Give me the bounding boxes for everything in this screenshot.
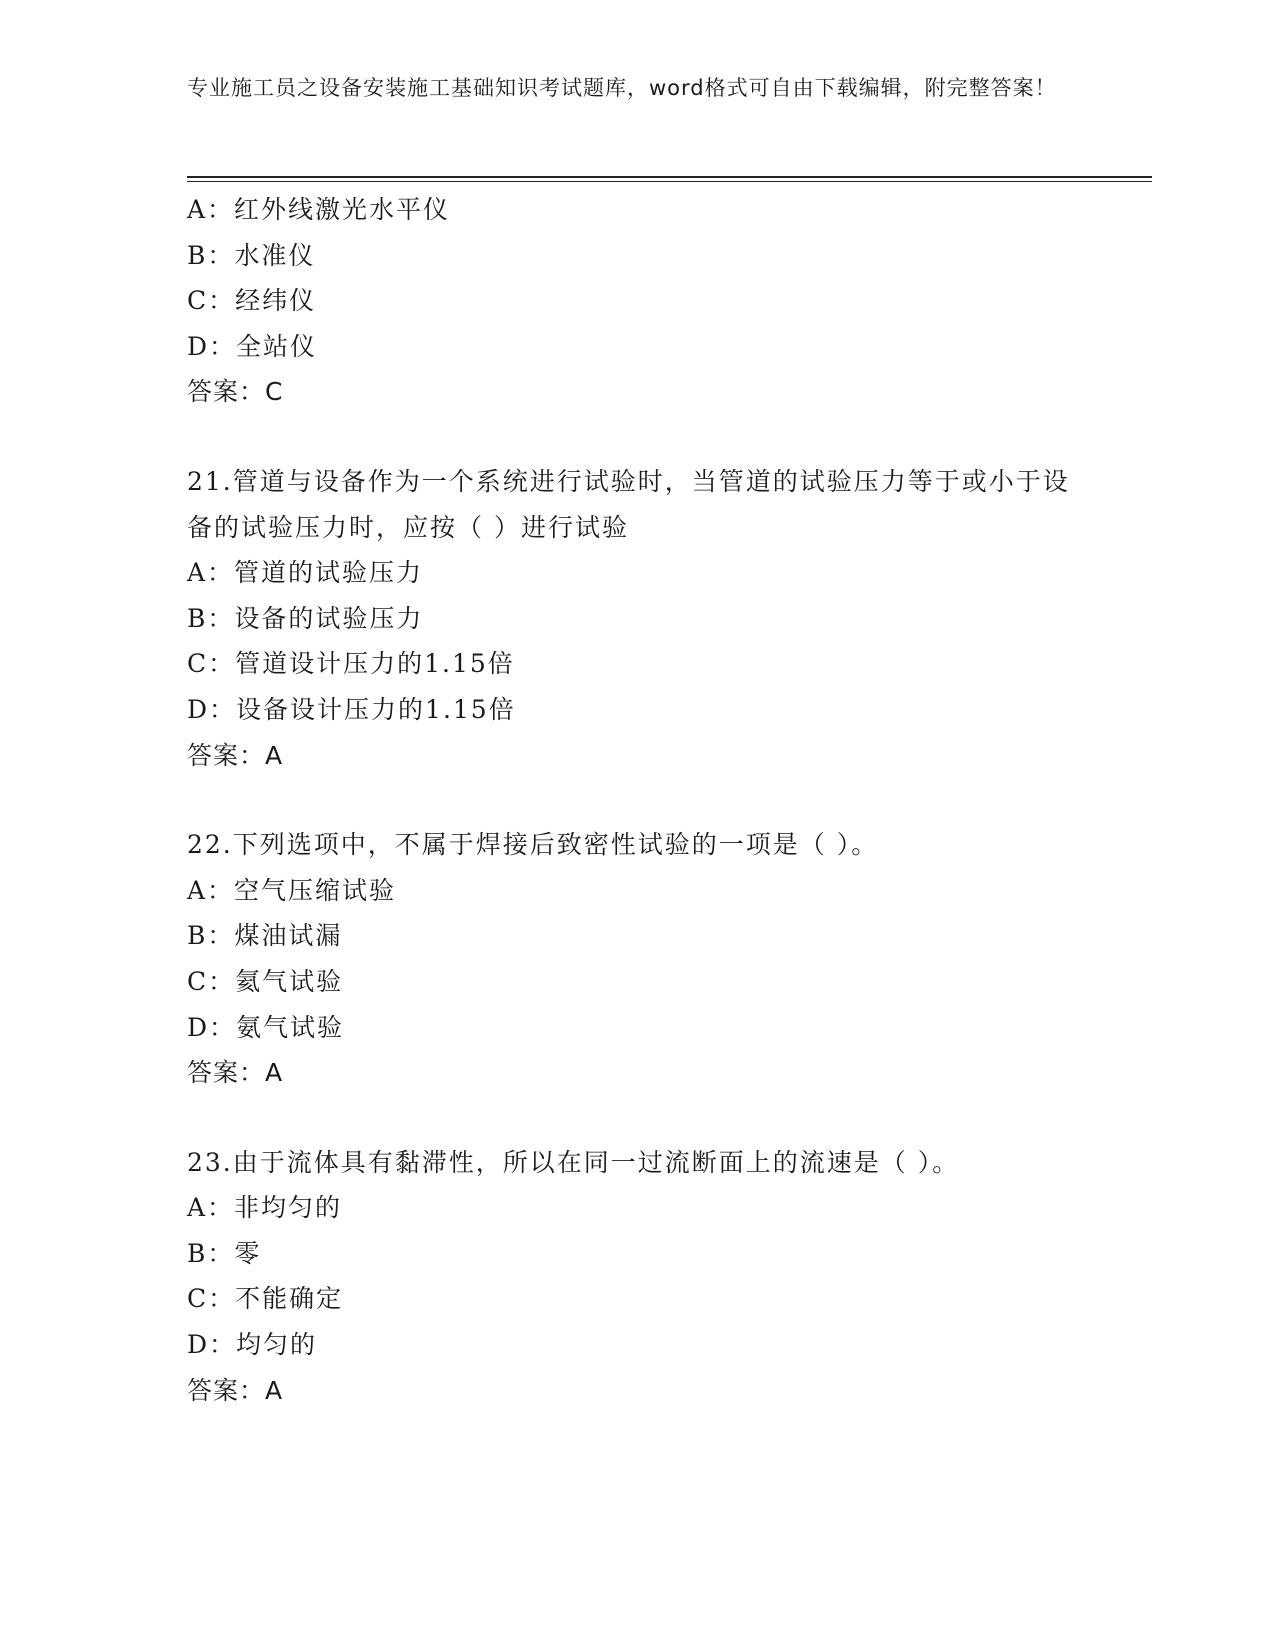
option-a: A：管道的试验压力 xyxy=(187,558,424,588)
question-text: 22.下列选项中，不属于焊接后致密性试验的一项是（ ）。 xyxy=(187,830,879,860)
answer-line: 答案：C xyxy=(187,377,284,407)
document-header: 专业施工员之设备安装施工基础知识考试题库，word格式可自由下载编辑，附完整答案！ xyxy=(187,76,1057,100)
option-a: A：红外线激光水平仪 xyxy=(187,195,451,224)
spacer xyxy=(187,1096,1127,1140)
question-block-21 xyxy=(187,459,1127,778)
answer-line: 答案：A xyxy=(187,740,284,770)
question-block-23 xyxy=(187,1140,1127,1414)
option-a: A：非均匀的 xyxy=(187,1193,343,1223)
option-d: D：设备设计压力的1.15倍 xyxy=(187,694,516,724)
option-b: B：水准仪 xyxy=(187,240,316,270)
answer-line: 答案：A xyxy=(187,1375,284,1405)
header-divider-thin xyxy=(187,181,1152,182)
option-c: C：氦气试验 xyxy=(187,966,344,996)
answer-line: 答案：A xyxy=(187,1058,284,1088)
option-c: C：经纬仪 xyxy=(187,286,317,316)
question-block-22 xyxy=(187,822,1127,1096)
question-text: 21.管道与设备作为一个系统进行试验时，当管道的试验压力等于或小于设备的试验压力时，应按（ ）进行试验 xyxy=(187,466,1070,542)
option-c: C：不能确定 xyxy=(187,1284,344,1314)
prev-question-block xyxy=(187,187,1127,415)
spacer xyxy=(187,778,1127,822)
question-text: 23.由于流体具有黏滞性，所以在同一过流断面上的流速是（ ）。 xyxy=(187,1147,960,1177)
option-d: D：氨气试验 xyxy=(187,1012,345,1042)
option-d: D：均匀的 xyxy=(187,1330,318,1360)
option-b: B：零 xyxy=(187,1238,262,1268)
option-b: B：煤油试漏 xyxy=(187,921,343,951)
option-d: D：全站仪 xyxy=(187,331,318,361)
spacer xyxy=(187,415,1127,459)
option-a: A：空气压缩试验 xyxy=(187,875,397,905)
header-divider-thick xyxy=(187,176,1152,178)
option-c: C：管道设计压力的1.15倍 xyxy=(187,649,515,679)
question-content xyxy=(187,187,1127,1413)
option-b: B：设备的试验压力 xyxy=(187,603,424,633)
